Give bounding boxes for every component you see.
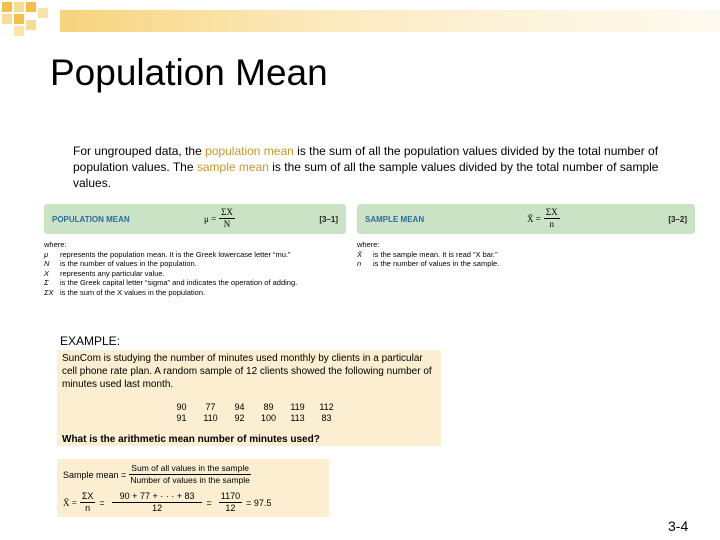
symbol: N <box>44 259 50 268</box>
table-cell: 91 <box>176 413 187 423</box>
highlight-population-mean: population mean <box>205 144 294 158</box>
definition: represents any particular value. <box>60 268 165 278</box>
symbol: n <box>357 259 362 268</box>
definition: is the number of values in the population. <box>60 259 197 268</box>
definition-row <box>44 288 346 298</box>
highlight-sample-mean: sample mean <box>196 160 269 174</box>
denominator: 12 <box>225 503 236 513</box>
denominator: n <box>549 219 554 229</box>
definition-row <box>44 259 346 269</box>
denominator: n <box>85 503 91 513</box>
definition: is the Greek capital letter “sigma” and indicates the operation of adding. <box>60 278 298 287</box>
calculation-box <box>57 459 329 517</box>
formula-label: POPULATION MEAN <box>52 215 130 224</box>
equation-number: [3–2] <box>668 215 687 224</box>
header-decoration <box>0 0 720 40</box>
table-row <box>167 413 341 424</box>
calc-row <box>63 463 251 486</box>
intro-text: is the sum of all the sample values divided by the total number of sample values. <box>73 160 659 190</box>
definitions <box>44 240 346 297</box>
definition-row <box>44 269 346 279</box>
definition-row <box>357 259 695 269</box>
definition-row <box>44 250 346 260</box>
example-question: What is the arithmetic mean number of minutes used? <box>62 434 320 445</box>
calc-row <box>63 491 271 514</box>
definitions <box>357 240 695 269</box>
table-cell: 77 <box>205 402 216 412</box>
formula <box>527 207 560 230</box>
table-cell: 119 <box>290 402 305 412</box>
intro-text: For ungrouped data, the <box>73 144 206 158</box>
table-row <box>167 402 341 413</box>
fraction <box>544 207 560 230</box>
fraction <box>219 491 242 514</box>
decor-square <box>38 8 48 18</box>
decor-square <box>14 26 24 36</box>
definition: is the number of values in the sample. <box>373 259 500 268</box>
symbol: X̄ <box>357 249 363 259</box>
formula-lhs: μ = <box>204 213 217 224</box>
decor-square <box>26 20 36 30</box>
symbol: X <box>44 268 50 278</box>
table-cell: 113 <box>290 413 305 423</box>
decor-square <box>2 14 12 24</box>
decor-square <box>14 2 24 12</box>
numerator: 90 + 77 + · · · + 83 <box>112 491 203 503</box>
table-cell: 92 <box>234 413 245 423</box>
denominator: Number of values in the sample <box>130 475 250 485</box>
intro-paragraph <box>73 143 673 191</box>
table-cell: 94 <box>234 402 245 412</box>
table-cell: 110 <box>203 413 218 423</box>
equals-sign: = <box>99 497 105 508</box>
fraction <box>80 491 96 514</box>
symbol: μ <box>44 249 49 259</box>
fraction <box>112 491 203 514</box>
slide-number: 3-4 <box>668 518 689 534</box>
where-label: where: <box>44 240 67 249</box>
calc-result: = 97.5 <box>246 497 272 508</box>
denominator: N <box>223 219 231 229</box>
intro-text: is the sum of all the population values divided by the total number of population values. The <box>73 144 659 174</box>
equals-sign: = <box>206 497 212 508</box>
table-cell: 89 <box>263 402 274 412</box>
definition-row <box>357 250 695 260</box>
formula-lhs: X̄ = <box>527 213 541 224</box>
where-label: where: <box>357 240 380 249</box>
decor-square <box>14 14 24 24</box>
calc-lhs: Sample mean = <box>63 469 127 480</box>
numerator: ΣX <box>221 207 233 217</box>
table-cell: 90 <box>176 402 187 412</box>
definition: is the sum of the X values in the population. <box>60 287 206 297</box>
numerator: 1170 <box>220 491 241 501</box>
symbol: Σ <box>44 278 49 287</box>
formula-band <box>44 204 346 234</box>
definition-row <box>44 278 346 288</box>
example-text: SunCom is studying the number of minutes used monthly by clients in a particular cell phone rate plan. A random sample of 12 clients showed the following number of minutes used last month. <box>62 353 432 390</box>
formula-label: SAMPLE MEAN <box>365 215 425 224</box>
definition: is the sample mean. It is read “X bar.” <box>373 249 498 259</box>
formula <box>204 207 235 230</box>
example-label: EXAMPLE: <box>60 334 121 348</box>
denominator: 12 <box>152 503 163 513</box>
symbol: ΣX <box>44 287 54 297</box>
population-mean-card <box>44 204 346 296</box>
table-cell: 112 <box>319 402 334 412</box>
table-cell: 83 <box>321 413 332 423</box>
equation-number: [3–1] <box>319 215 338 224</box>
decor-square <box>26 2 36 12</box>
calc-lhs: X̄ = <box>63 497 77 508</box>
page-title: Population Mean <box>50 52 328 93</box>
fraction <box>219 207 235 230</box>
decor-square <box>2 2 12 12</box>
data-table <box>167 402 341 424</box>
table-cell: 100 <box>260 413 277 423</box>
header-bar <box>60 10 720 32</box>
sample-mean-card <box>357 204 695 282</box>
numerator: ΣX <box>545 207 558 217</box>
fraction <box>129 463 251 486</box>
formula-band <box>357 204 695 234</box>
definition: represents the population mean. It is the Greek lowercase letter “mu.” <box>60 249 291 259</box>
numerator: Sum of all values in the sample <box>131 463 249 473</box>
numerator: ΣX <box>81 491 94 501</box>
example-box <box>57 350 441 446</box>
